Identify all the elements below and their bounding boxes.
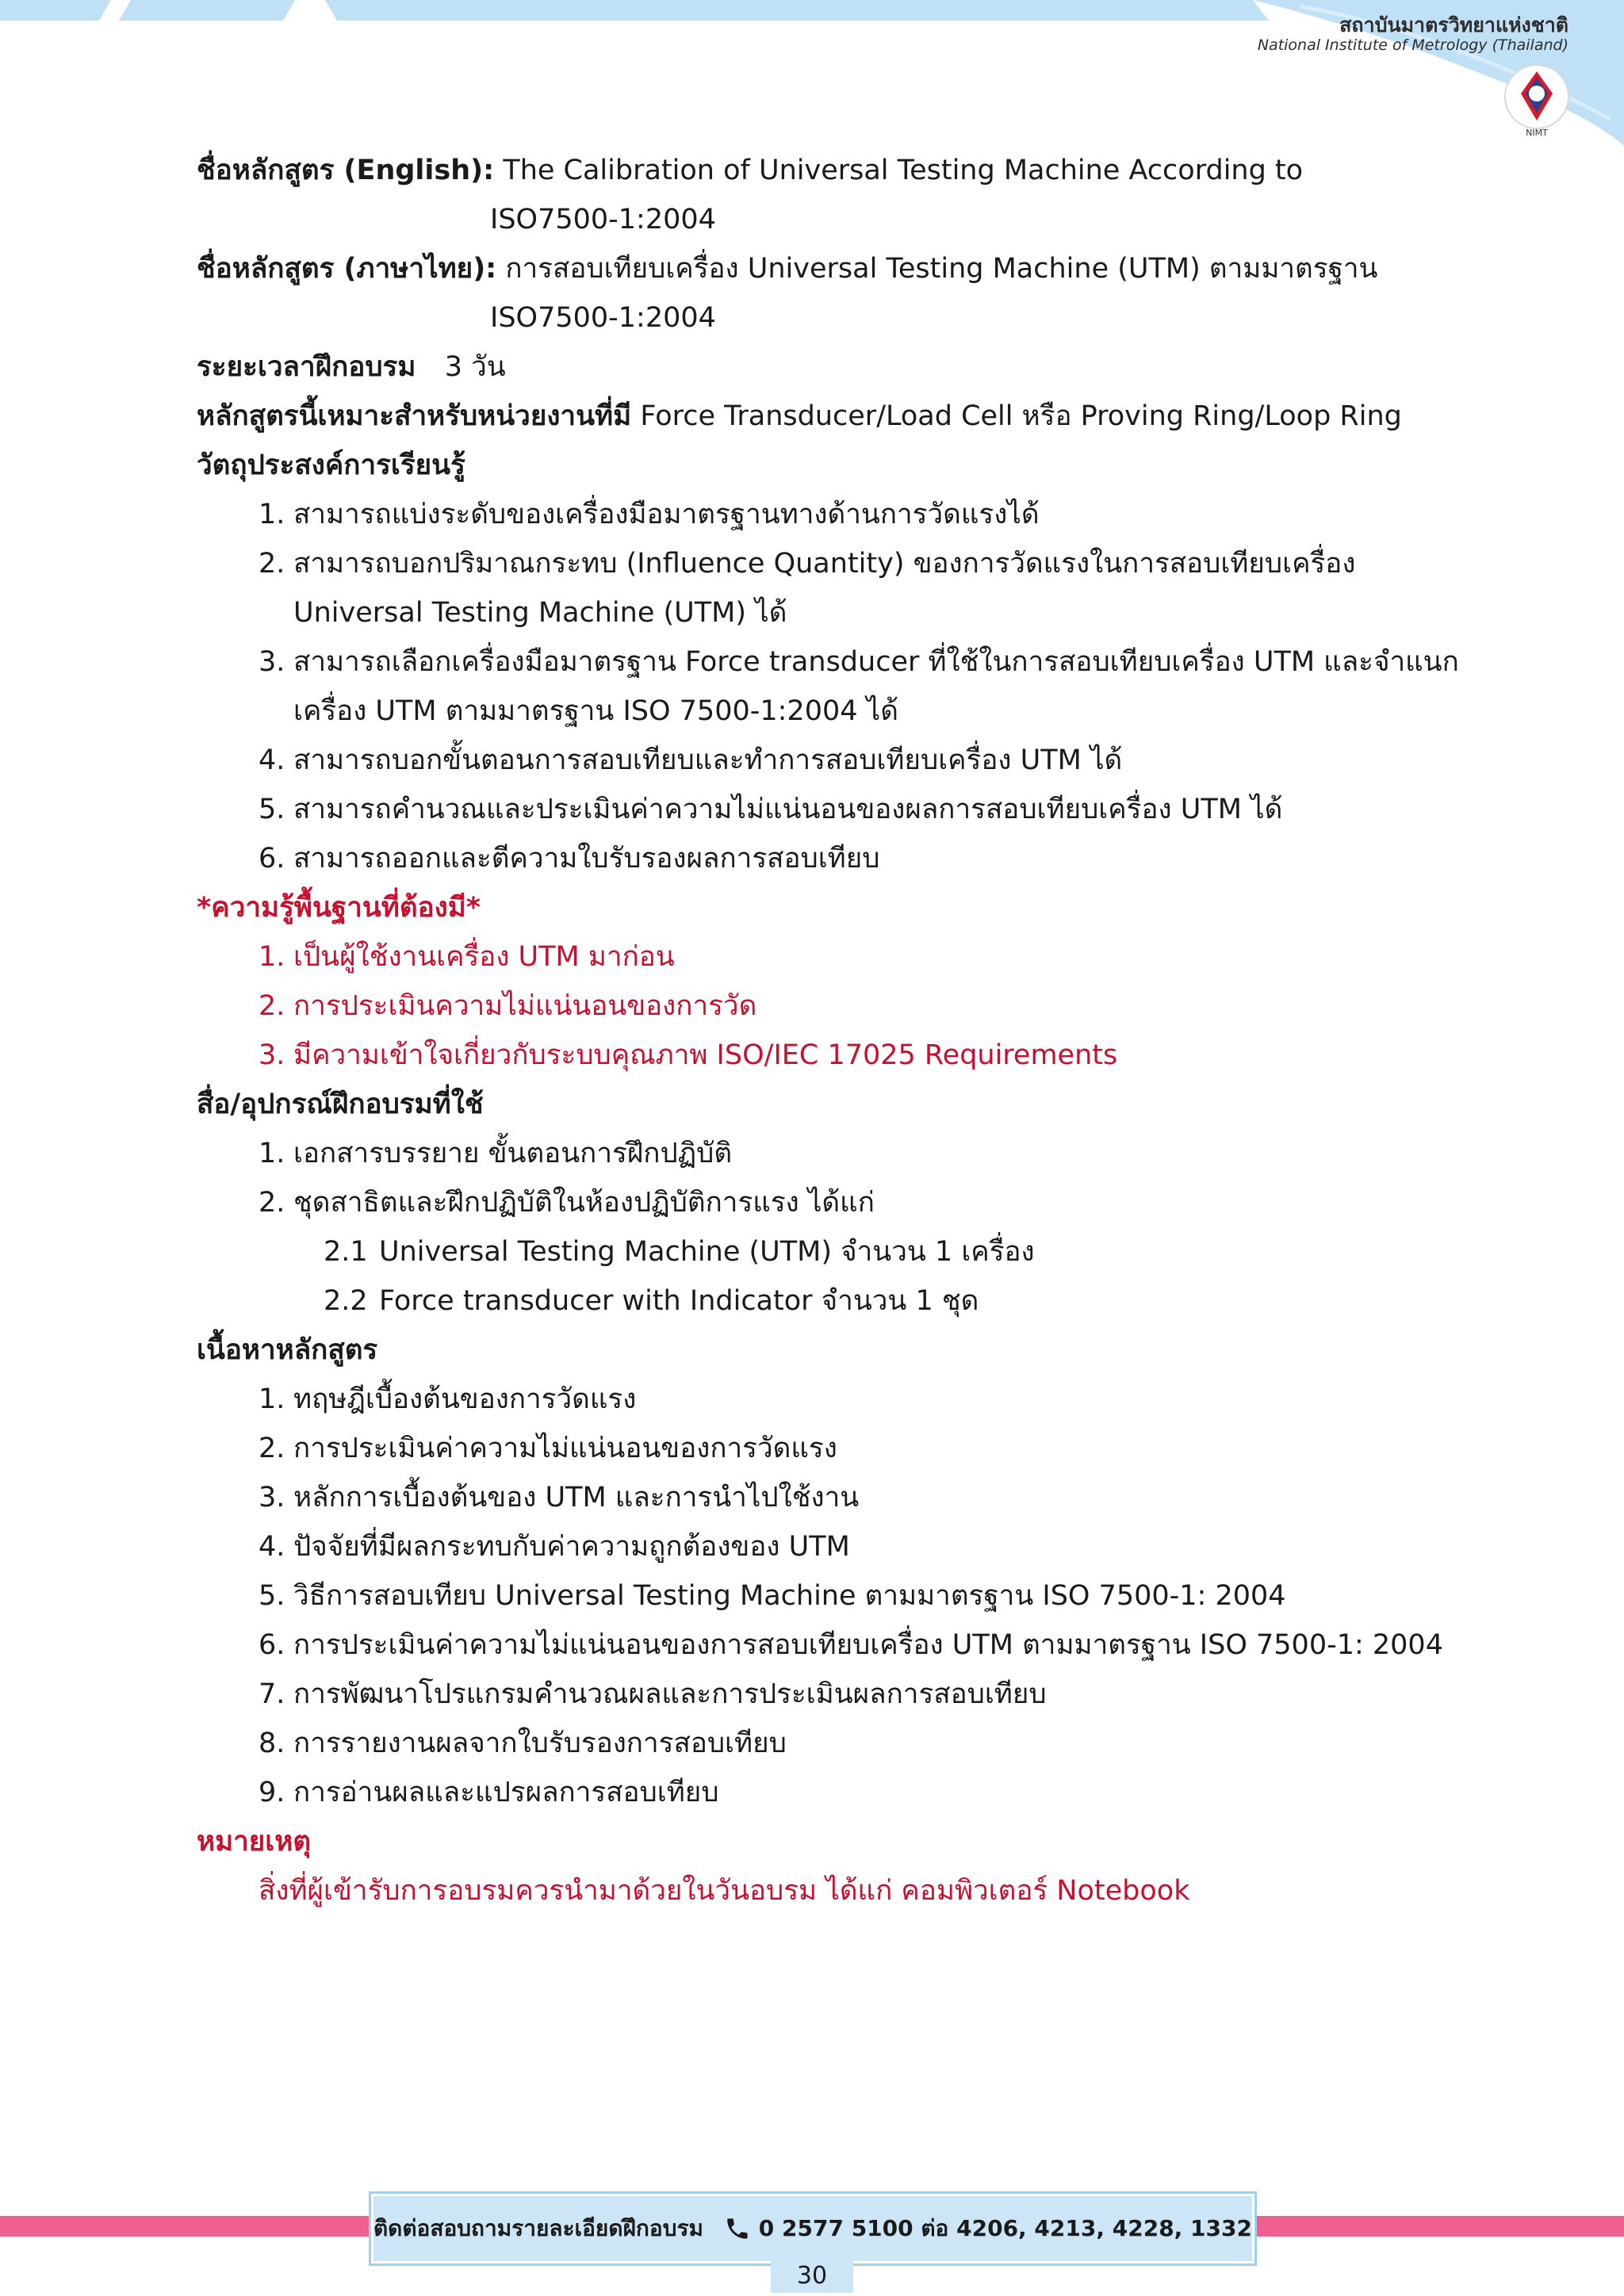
duration-label: ระยะเวลาฝึกอบรม bbox=[197, 351, 416, 383]
objective-item-cont: Universal Testing Machine (UTM) ได้ bbox=[293, 597, 787, 629]
objective-item-cont: เครื่อง UTM ตามมาตรฐาน ISO 7500-1:2004 ได้ bbox=[293, 695, 898, 727]
title-english-value: The Calibration of Universal Testing Machine According to bbox=[503, 155, 1304, 186]
objective-item: 3. สามารถเลือกเครื่องมือมาตรฐาน Force transducer ที่ใช้ในการสอบเทียบเครื่อง UTM และจำแนก bbox=[259, 646, 1459, 678]
objective-item: 1. สามารถแบ่งระดับของเครื่องมือมาตรฐานทางด้านการวัดแรงได้ bbox=[259, 499, 1040, 530]
content-item: 9. การอ่านผลและแปรผลการสอบเทียบ bbox=[259, 1777, 719, 1808]
content-item: 8. การรายงานผลจากใบรับรองการสอบเทียบ bbox=[259, 1728, 787, 1759]
duration-row bbox=[197, 342, 1434, 392]
svg-text:NIMT: NIMT bbox=[1526, 128, 1548, 138]
material-subitem: 2.1 Universal Testing Machine (UTM) จำนวน 1 เครื่อง bbox=[324, 1236, 1035, 1268]
material-subitem: 2.2 Force transducer with Indicator จำนวน 1 ชุด bbox=[324, 1285, 979, 1317]
material-item: 1. เอกสารบรรยาย ขั้นตอนการฝึกปฏิบัติ bbox=[259, 1138, 733, 1169]
prerequisite-item: 1. เป็นผู้ใช้งานเครื่อง UTM มาก่อน bbox=[259, 941, 675, 973]
contact-phone: 0 2577 5100 ต่อ 4206, 4213, 4228, 1332 bbox=[758, 2215, 1252, 2241]
org-name-thai: สถาบันมาตรวิทยาแห่งชาติ bbox=[1339, 13, 1568, 36]
title-english-value-cont: ISO7500-1:2004 bbox=[490, 204, 716, 235]
contact-box bbox=[371, 2194, 1254, 2263]
content-heading: เนื้อหาหลักสูตร bbox=[197, 1334, 378, 1366]
title-english-label: ชื่อหลักสูตร (English): bbox=[197, 155, 495, 186]
objective-item: 6. สามารถออกและตีความใบรับรองผลการสอบเทียบ bbox=[259, 843, 880, 874]
content-item: 2. การประเมินค่าความไม่แน่นอนของการวัดแรง bbox=[259, 1433, 837, 1464]
nimt-logo bbox=[1499, 62, 1575, 138]
contact-label: ติดต่อสอบถามรายละเอียดฝึกอบรม bbox=[373, 2215, 703, 2241]
content-item: 1. ทฤษฎีเบื้องต้นของการวัดแรง bbox=[259, 1383, 637, 1415]
phone-icon bbox=[724, 2213, 751, 2244]
objective-item: 4. สามารถบอกขั้นตอนการสอบเทียบและทำการสอบเทียบเครื่อง UTM ได้ bbox=[259, 744, 1123, 776]
objectives-heading: วัตถุประสงค์การเรียนรู้ bbox=[197, 450, 465, 481]
course-content bbox=[197, 146, 1459, 1915]
content-item: 3. หลักการเบื้องต้นของ UTM และการนำไปใช้งาน bbox=[259, 1482, 860, 1513]
duration-value: 3 วัน bbox=[444, 351, 506, 383]
material-item: 2. ชุดสาธิตและฝึกปฏิบัติในห้องปฏิบัติการแรง ได้แก่ bbox=[259, 1187, 875, 1219]
title-thai-row bbox=[197, 244, 1434, 293]
prerequisite-item: 2. การประเมินความไม่แน่นอนของการวัด bbox=[259, 990, 757, 1022]
title-thai-label: ชื่อหลักสูตร (ภาษาไทย): bbox=[197, 253, 497, 285]
title-thai-value-cont: ISO7500-1:2004 bbox=[490, 302, 716, 334]
objective-item: 2. สามารถบอกปริมาณกระทบ (Influence Quantity) ของการวัดแรงในการสอบเทียบเครื่อง bbox=[259, 548, 1356, 580]
content-item: 5. วิธีการสอบเทียบ Universal Testing Machine ตามมาตรฐาน ISO 7500-1: 2004 bbox=[259, 1580, 1286, 1612]
suitable-label: หลักสูตรนี้เหมาะสำหรับหน่วยงานที่มี bbox=[197, 400, 632, 432]
note-heading: หมายเหตุ bbox=[197, 1826, 312, 1858]
content-item: 4. ปัจจัยที่มีผลกระทบกับค่าความถูกต้องของ UTM bbox=[259, 1531, 850, 1563]
page-number: 30 bbox=[771, 2258, 853, 2293]
org-name-english: National Institute of Metrology (Thailand) bbox=[1257, 36, 1568, 54]
content-item: 6. การประเมินค่าความไม่แน่นอนของการสอบเทียบเครื่อง UTM ตามมาตรฐาน ISO 7500-1: 2004 bbox=[259, 1629, 1443, 1661]
title-thai-value: การสอบเทียบเครื่อง Universal Testing Machine (UTM) ตามมาตรฐาน bbox=[505, 253, 1378, 285]
materials-heading: สื่อ/อุปกรณ์ฝึกอบรมที่ใช้ bbox=[197, 1089, 484, 1120]
prerequisites-heading: *ความรู้พื้นฐานที่ต้องมี* bbox=[197, 892, 481, 924]
suitable-value: Force Transducer/Load Cell หรือ Proving Ring/Loop Ring bbox=[640, 400, 1402, 432]
prerequisite-item: 3. มีความเข้าใจเกี่ยวกับระบบคุณภาพ ISO/IEC 17025 Requirements bbox=[259, 1039, 1118, 1071]
objective-item: 5. สามารถคำนวณและประเมินค่าความไม่แน่นอนของผลการสอบเทียบเครื่อง UTM ได้ bbox=[259, 794, 1283, 825]
title-english-row bbox=[197, 146, 1434, 195]
suitable-row bbox=[197, 392, 1434, 441]
content-item: 7. การพัฒนาโปรแกรมคำนวณผลและการประเมินผลการสอบเทียบ bbox=[259, 1678, 1047, 1710]
note-text: สิ่งที่ผู้เข้ารับการอบรมควรนำมาด้วยในวันอบรม ได้แก่ คอมพิวเตอร์ Notebook bbox=[259, 1875, 1190, 1907]
